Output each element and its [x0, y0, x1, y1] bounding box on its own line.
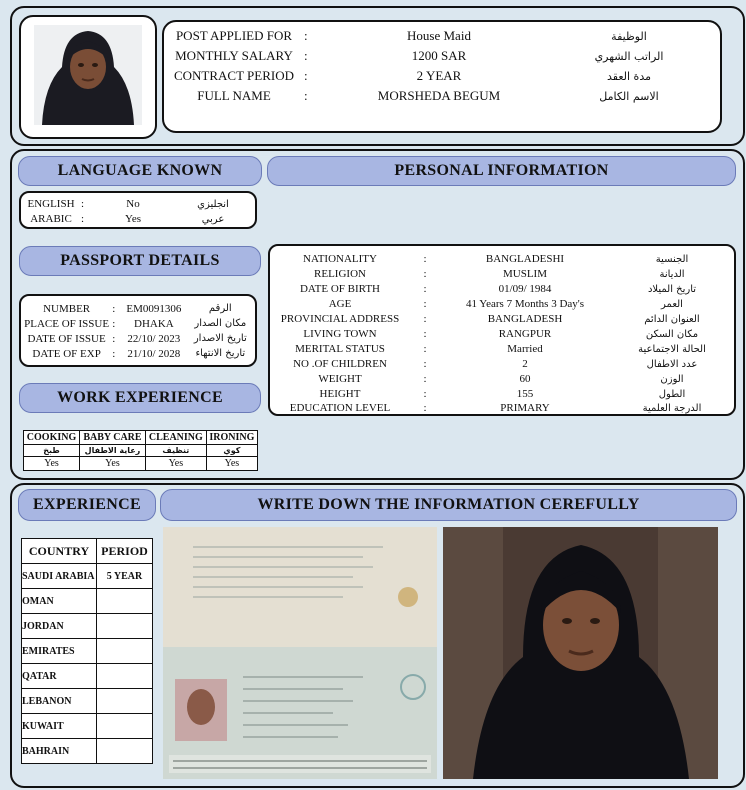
work-skill-en: COOKING: [24, 431, 80, 445]
personal-heading: PERSONAL INFORMATION: [267, 156, 736, 186]
language-ar: عربي: [201, 213, 225, 225]
passport-ar: تاريخ الاصدار: [193, 333, 247, 344]
personal-value: Married: [507, 343, 543, 355]
country-cell: QATAR: [22, 664, 97, 689]
colon: :: [112, 332, 116, 345]
personal-ar: الحالة الاجتماعية: [638, 343, 706, 355]
period-cell: [97, 689, 153, 714]
personal-label: MERITAL STATUS: [295, 343, 385, 355]
colon: :: [112, 317, 116, 330]
passport-label: NUMBER: [43, 302, 91, 315]
passport-label: DATE OF ISSUE: [27, 332, 106, 345]
passport-box: [19, 294, 257, 367]
work-skill-ar: رعاية الاطفال: [80, 445, 146, 457]
work-skill-ar: تنظيف: [145, 445, 206, 457]
summary-row: [164, 26, 720, 46]
colon: :: [423, 358, 427, 370]
personal-ar: الطول: [658, 388, 686, 400]
colon: :: [423, 298, 427, 310]
work-value-row: [24, 457, 258, 471]
passport-scan-image: [163, 527, 437, 779]
experience-row: [22, 664, 153, 689]
experience-row: [22, 689, 153, 714]
summary-label: FULL NAME: [197, 88, 271, 103]
personal-row: [270, 282, 734, 296]
application-summary: [162, 20, 722, 133]
colon: :: [112, 347, 116, 360]
passport-ar: مكان الصدار: [194, 318, 247, 329]
country-header: COUNTRY: [22, 539, 97, 564]
language-row: [21, 197, 255, 211]
personal-ar: العنوان الدائم: [644, 313, 700, 325]
experience-row: [22, 639, 153, 664]
personal-value: 155: [516, 388, 534, 400]
colon: :: [423, 373, 427, 385]
personal-value: RANGPUR: [498, 328, 552, 340]
personal-row: [270, 252, 734, 266]
colon: :: [423, 283, 427, 295]
country-cell: JORDAN: [22, 614, 97, 639]
period-cell: [97, 589, 153, 614]
summary-value: MORSHEDA BEGUM: [377, 88, 501, 103]
personal-label: DATE OF BIRTH: [299, 283, 380, 295]
colon: :: [112, 302, 116, 315]
period-cell: [97, 614, 153, 639]
colon: :: [423, 253, 427, 265]
personal-row: [270, 267, 734, 281]
work-skill-en: CLEANING: [145, 431, 206, 445]
colon: :: [423, 343, 427, 355]
personal-value: MUSLIM: [502, 268, 547, 280]
work-table: [23, 430, 258, 471]
experience-row: [22, 714, 153, 739]
personal-row: [270, 327, 734, 341]
personal-ar: الجنسية: [655, 253, 689, 265]
country-cell: OMAN: [22, 589, 97, 614]
personal-row: [270, 312, 734, 326]
passport-heading: PASSPORT DETAILS: [19, 246, 261, 276]
personal-row: [270, 357, 734, 371]
profile-photo-frame: [19, 15, 157, 139]
personal-label: RELIGION: [314, 268, 366, 280]
personal-label: LIVING TOWN: [303, 328, 377, 340]
colon: :: [423, 402, 427, 414]
summary-row: [164, 66, 720, 86]
personal-value: BANGLADESHI: [485, 253, 565, 265]
personal-ar: عدد الاطفال: [646, 358, 698, 370]
work-skill-en: BABY CARE: [80, 431, 146, 445]
experience-table: [21, 538, 153, 764]
colon: :: [304, 68, 308, 83]
language-box: [19, 191, 257, 229]
work-skill-en: IRONING: [206, 431, 257, 445]
personal-row: [270, 342, 734, 356]
colon: :: [81, 198, 85, 210]
passport-value: 22/10/ 2023: [127, 332, 181, 345]
personal-label: AGE: [328, 298, 352, 310]
work-ar-row: [24, 445, 258, 457]
passport-label: DATE OF EXP: [32, 347, 101, 360]
passport-value: 21/10/ 2028: [127, 347, 181, 360]
personal-value: 01/09/ 1984: [498, 283, 552, 295]
personal-ar: الديانة: [659, 268, 685, 280]
country-cell: BAHRAIN: [22, 739, 97, 764]
work-skill-ar: كوي: [206, 445, 257, 457]
period-cell: 5 YEAR: [97, 564, 153, 589]
summary-label: MONTHLY SALARY: [175, 48, 293, 63]
language-heading: LANGUAGE KNOWN: [18, 156, 262, 186]
personal-label: NATIONALITY: [303, 253, 377, 265]
language-label: ENGLISH: [27, 198, 75, 210]
work-value: Yes: [24, 457, 80, 471]
period-cell: [97, 664, 153, 689]
summary-label: POST APPLIED FOR: [175, 28, 293, 43]
summary-ar: الاسم الكامل: [599, 89, 659, 103]
passport-label: PLACE OF ISSUE: [24, 317, 110, 330]
language-value: Yes: [124, 213, 141, 225]
colon: :: [423, 268, 427, 280]
experience-row: [22, 739, 153, 764]
work-header-row: [24, 431, 258, 445]
personal-row: [270, 401, 734, 415]
summary-value: House Maid: [407, 28, 471, 43]
passport-ar: تاريخ الانتهاء: [195, 348, 246, 359]
colon: :: [423, 388, 427, 400]
personal-value: 2: [522, 358, 528, 370]
experience-header-row: [22, 539, 153, 564]
summary-value: 2 YEAR: [416, 68, 462, 83]
summary-ar: مدة العقد: [607, 69, 651, 83]
colon: :: [304, 88, 308, 103]
work-skill-ar: طبخ: [24, 445, 80, 457]
personal-row: [270, 372, 734, 386]
personal-ar: الوزن: [660, 373, 684, 385]
summary-label: CONTRACT PERIOD: [173, 68, 295, 83]
passport-row: [21, 316, 255, 331]
personal-label: HEIGHT: [319, 388, 361, 400]
language-ar: انجليزي: [197, 198, 229, 210]
period-header: PERIOD: [97, 539, 153, 564]
personal-row: [270, 387, 734, 401]
period-cell: [97, 714, 153, 739]
country-cell: LEBANON: [22, 689, 97, 714]
passport-row: [21, 346, 255, 361]
passport-ar: الرقم: [208, 303, 232, 314]
personal-ar: تاريخ الميلاد: [647, 283, 697, 295]
colon: :: [423, 328, 427, 340]
language-label: ARABIC: [30, 213, 72, 225]
experience-row: [22, 589, 153, 614]
personal-value: 41 Years 7 Months 3 Day's: [465, 298, 585, 310]
work-value: Yes: [80, 457, 146, 471]
summary-row: [164, 46, 720, 66]
personal-ar: الدرجة العلمية: [642, 402, 702, 414]
language-row: [21, 212, 255, 226]
colon: :: [423, 313, 427, 325]
summary-value: 1200 SAR: [411, 48, 467, 63]
personal-ar: العمر: [661, 298, 683, 310]
country-cell: EMIRATES: [22, 639, 97, 664]
colon: :: [81, 213, 85, 225]
personal-label: NO .OF CHILDREN: [293, 358, 387, 370]
personal-label: PROVINCIAL ADDRESS: [280, 313, 400, 325]
personal-box: [268, 244, 736, 416]
language-value: No: [126, 198, 140, 210]
personal-label: WEIGHT: [318, 373, 362, 385]
work-heading: WORK EXPERIENCE: [19, 383, 261, 413]
personal-label: EDUCATION LEVEL: [289, 402, 391, 414]
experience-row: [22, 614, 153, 639]
work-value: Yes: [206, 457, 257, 471]
summary-ar: الراتب الشهري: [594, 49, 664, 63]
passport-row: [21, 331, 255, 346]
experience-heading: EXPERIENCE: [18, 489, 156, 521]
profile-photo: [34, 25, 142, 125]
colon: :: [304, 48, 308, 63]
personal-value: 60: [519, 373, 531, 385]
country-cell: SAUDI ARABIA: [22, 564, 97, 589]
summary-row: [164, 86, 720, 106]
personal-value: BANGLADESH: [487, 313, 563, 325]
country-cell: KUWAIT: [22, 714, 97, 739]
experience-row: [22, 564, 153, 589]
colon: :: [304, 28, 308, 43]
summary-ar: الوظيفة: [611, 29, 647, 43]
full-photo: [443, 527, 718, 779]
passport-value: EM0091306: [126, 302, 182, 315]
period-cell: [97, 639, 153, 664]
write-heading: WRITE DOWN THE INFORMATION CEREFULLY: [160, 489, 737, 521]
personal-row: [270, 297, 734, 311]
personal-value: PRIMARY: [500, 402, 550, 414]
personal-ar: مكان السكن: [645, 328, 699, 340]
period-cell: [97, 739, 153, 764]
work-value: Yes: [145, 457, 206, 471]
passport-value: DHAKA: [134, 317, 174, 330]
passport-row: [21, 301, 255, 316]
